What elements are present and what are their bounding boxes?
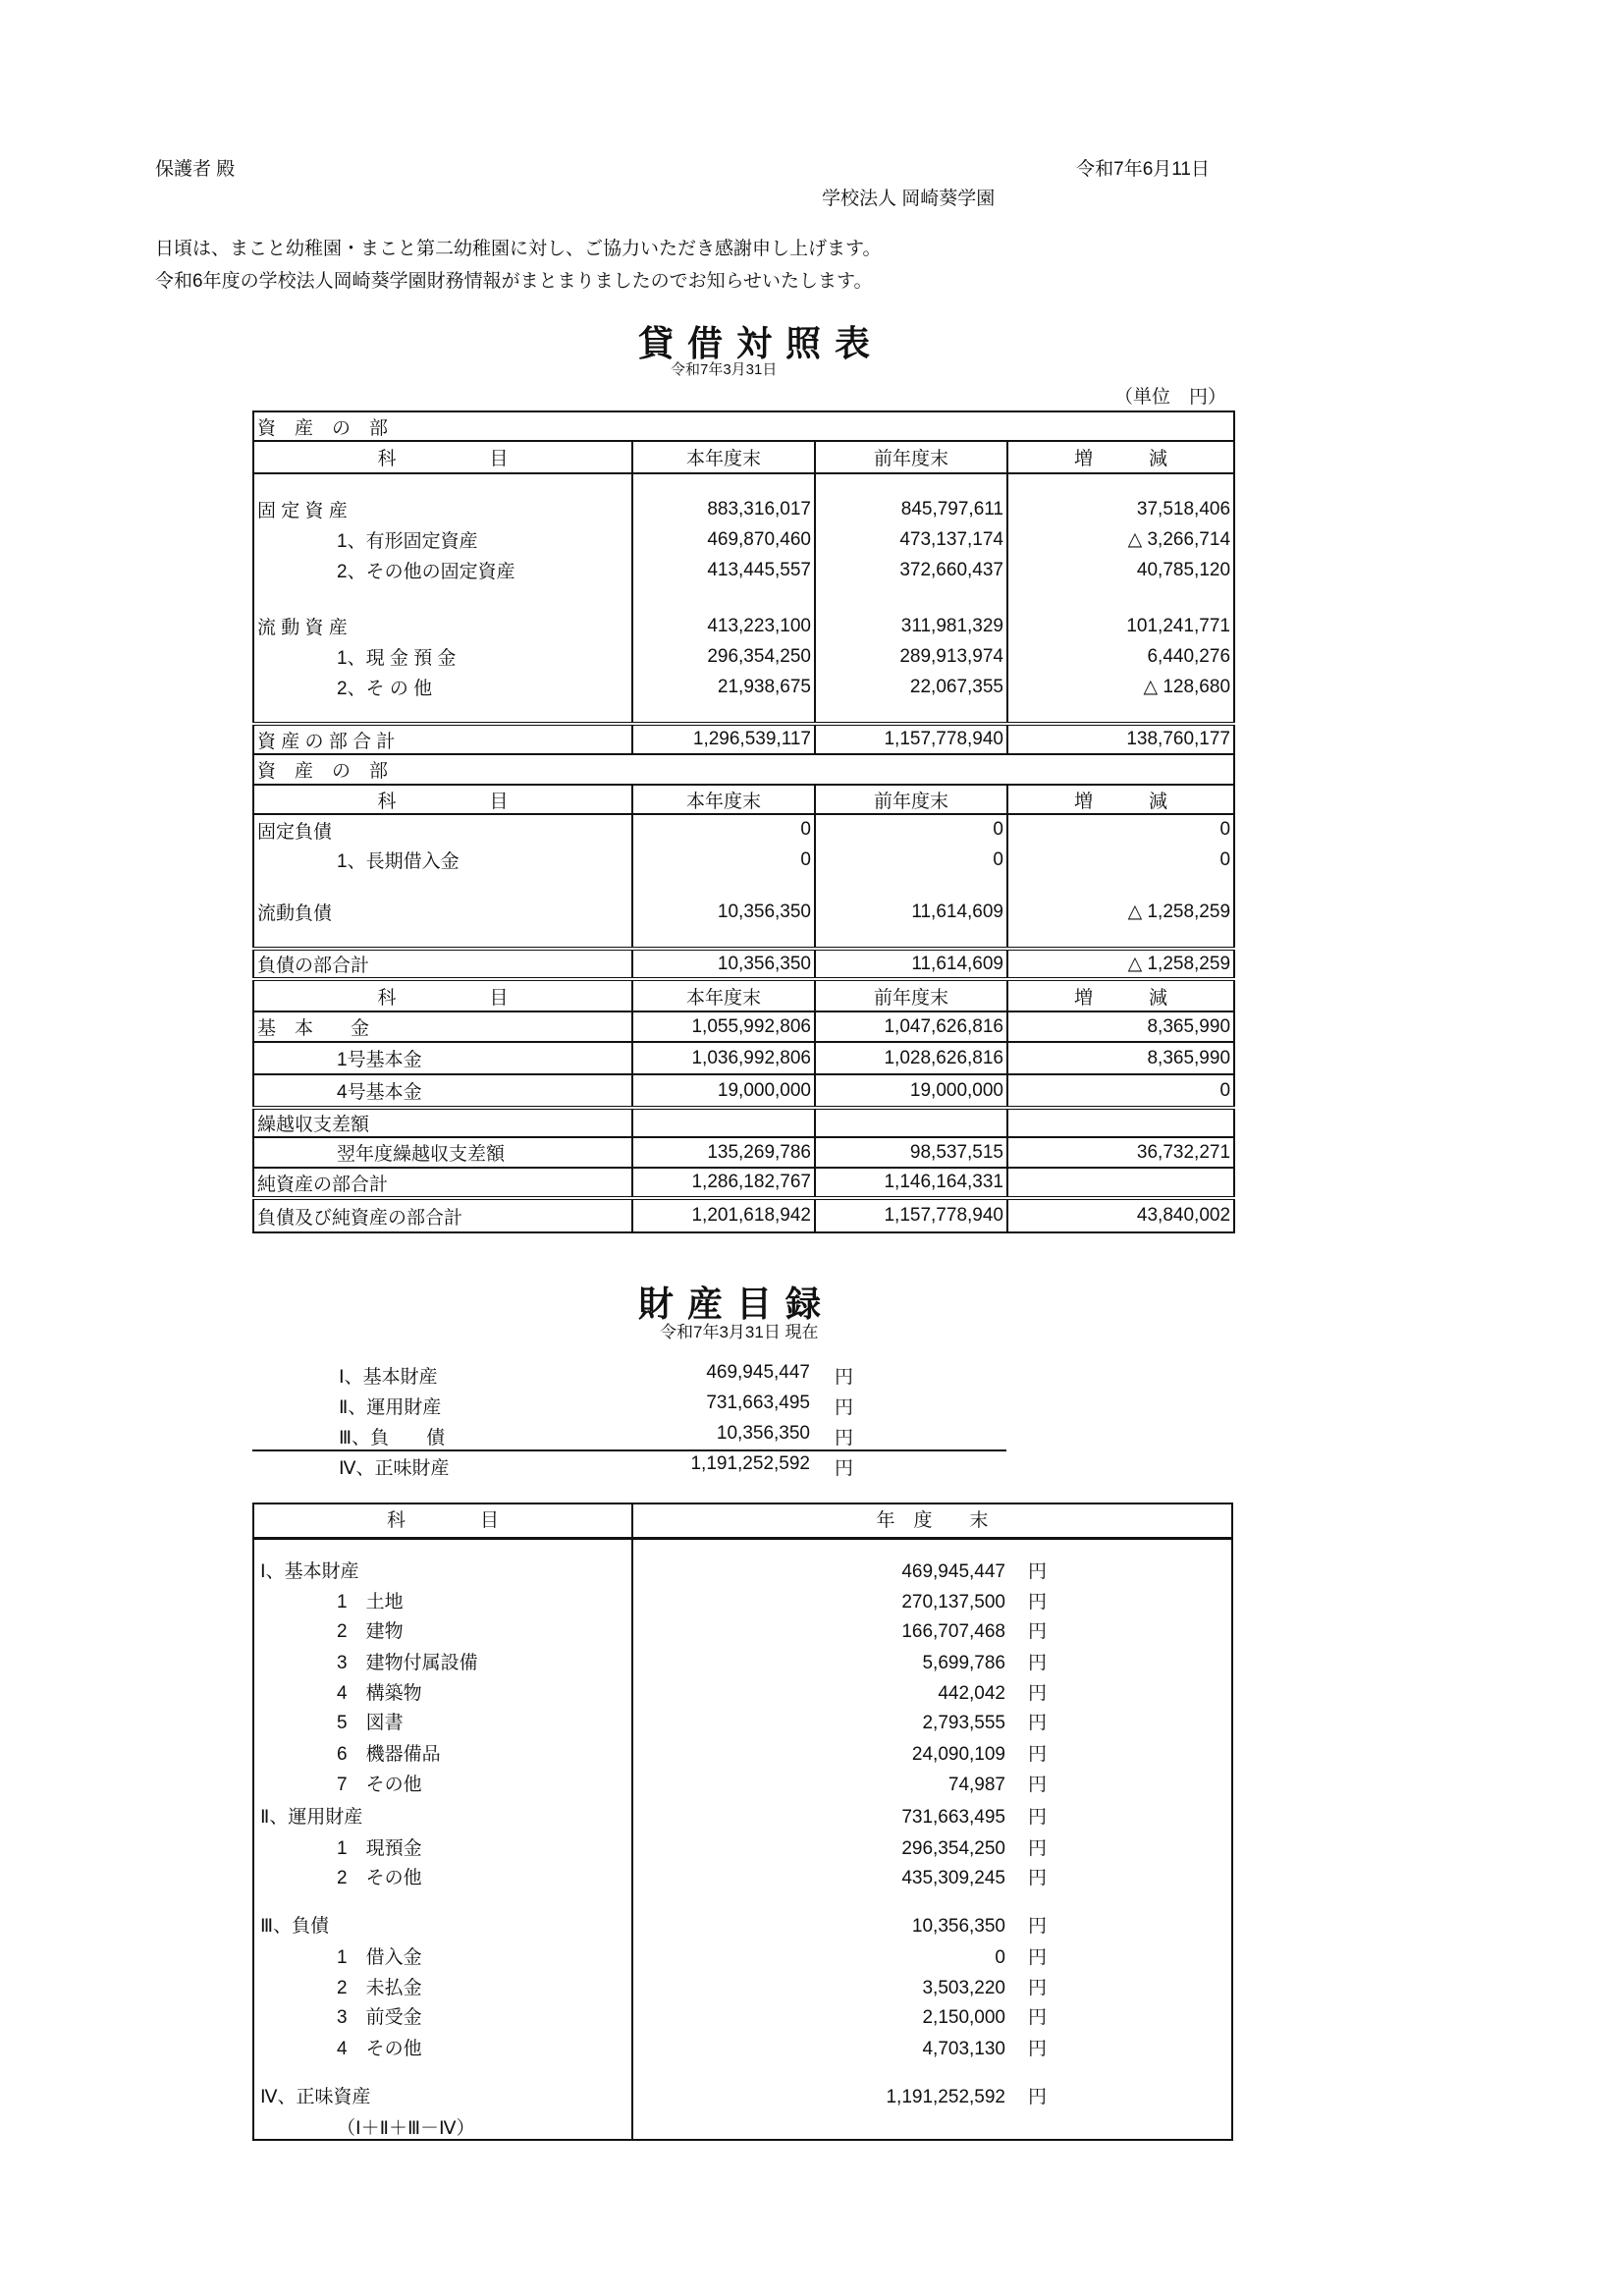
- summary-label: Ⅲ、負 債: [339, 1428, 446, 1449]
- col-previous: 前年度末: [815, 441, 1007, 473]
- change-value: 37,518,406: [1007, 494, 1234, 524]
- row-value: 435,309,245: [901, 1868, 1005, 1888]
- col-item: 科 目: [253, 979, 632, 1011]
- row-value: 469,945,447: [901, 1561, 1005, 1582]
- summary-value: 731,663,495: [706, 1393, 810, 1413]
- summary-label: Ⅰ、基本財産: [339, 1367, 438, 1388]
- row-label: Ⅳ、正味資産: [260, 2087, 371, 2107]
- col-year-end: 年 度 末: [876, 1510, 989, 1531]
- current-value: 0: [632, 845, 815, 875]
- previous-value: 0: [815, 814, 1007, 845]
- row-label: 3 建物付属設備: [337, 1653, 478, 1673]
- summary-divider: [252, 1449, 1006, 1451]
- yen-unit: 円: [835, 1428, 854, 1449]
- current-value: 1,036,992,806: [632, 1042, 815, 1074]
- table-row: [254, 1678, 1231, 1709]
- row-label: 資 産 の 部 合 計: [253, 724, 632, 754]
- table-row: [253, 1074, 1234, 1108]
- row-value: 3,503,220: [922, 1978, 1005, 1998]
- table-row: [254, 1708, 1231, 1738]
- row-label: 4 その他: [337, 2039, 422, 2059]
- table-row: [254, 1833, 1231, 1864]
- section-assets: 資 産 の 部: [253, 411, 1234, 441]
- row-value: 4,703,130: [922, 2039, 1005, 2059]
- table-row: [253, 814, 1234, 845]
- previous-value: 22,067,355: [815, 672, 1007, 702]
- table-row: [253, 524, 1234, 555]
- table-row: [254, 2034, 1231, 2064]
- current-value: 19,000,000: [632, 1074, 815, 1108]
- row-value: 731,663,495: [901, 1807, 1005, 1828]
- col-change: 増 減: [1007, 785, 1234, 814]
- row-label: Ⅰ、基本財産: [260, 1561, 359, 1582]
- change-value: 6,440,276: [1007, 641, 1234, 672]
- table-row: [253, 1137, 1234, 1168]
- table-row: [253, 1108, 1234, 1137]
- change-value: 8,365,990: [1007, 1042, 1234, 1074]
- table-row: [253, 1042, 1234, 1074]
- change-value: 40,785,120: [1007, 555, 1234, 585]
- section-liabilities: 資 産 の 部: [253, 754, 1234, 785]
- col-change: 増 減: [1007, 441, 1234, 473]
- row-label: 2、そ の 他: [253, 672, 632, 702]
- change-value: △ 1,258,259: [1007, 897, 1234, 927]
- table-row: [253, 845, 1234, 875]
- row-label: 2 建物: [337, 1621, 404, 1642]
- current-value: 10,356,350: [632, 897, 815, 927]
- summary-value: 469,945,447: [706, 1362, 810, 1383]
- yen-unit: 円: [835, 1397, 854, 1418]
- row-value: 270,137,500: [901, 1592, 1005, 1613]
- table-row: [254, 2082, 1231, 2112]
- row-label: 純資産の部合計: [253, 1168, 632, 1198]
- previous-value: 845,797,611: [815, 494, 1007, 524]
- grand-total-row: [253, 1198, 1234, 1232]
- row-label: （Ⅰ＋Ⅱ＋Ⅲ－Ⅳ）: [337, 2118, 475, 2139]
- previous-value: 1,146,164,331: [815, 1168, 1007, 1198]
- current-value: 883,316,017: [632, 494, 815, 524]
- change-value: 43,840,002: [1007, 1198, 1234, 1232]
- previous-value: 473,137,174: [815, 524, 1007, 555]
- table-row: [254, 1739, 1231, 1770]
- change-value: 36,732,271: [1007, 1137, 1234, 1168]
- previous-value: 98,537,515: [815, 1137, 1007, 1168]
- change-value: 0: [1007, 1074, 1234, 1108]
- current-value: 135,269,786: [632, 1137, 815, 1168]
- row-label: 3 前受金: [337, 2007, 422, 2028]
- table-row: [254, 1911, 1231, 1941]
- row-value: 24,090,109: [911, 1744, 1005, 1765]
- table-row: [253, 641, 1234, 672]
- row-label: 4号基本金: [253, 1074, 632, 1108]
- row-label: 1、長期借入金: [253, 845, 632, 875]
- previous-value: 372,660,437: [815, 555, 1007, 585]
- table-row: [253, 1011, 1234, 1042]
- change-value: △ 3,266,714: [1007, 524, 1234, 555]
- row-label: 2、その他の固定資産: [253, 555, 632, 585]
- row-label: 負債の部合計: [253, 949, 632, 979]
- summary-label: Ⅱ、運用財産: [339, 1397, 442, 1418]
- yen-unit: 円: [1028, 1683, 1048, 1704]
- property-list-date: 令和7年3月31日 現在: [660, 1323, 819, 1341]
- row-label: 繰越収支差額: [253, 1108, 632, 1137]
- current-value: 1,201,618,942: [632, 1198, 815, 1232]
- message-line-1: 日頃は、まこと幼稚園・まこと第二幼稚園に対し、ご協力いただき感謝申し上げます。: [155, 239, 882, 259]
- summary-value: 10,356,350: [716, 1423, 810, 1444]
- recipient: 保護者 殿: [155, 159, 236, 180]
- yen-unit: 円: [1028, 1868, 1048, 1888]
- row-label: 基 本 金: [253, 1011, 632, 1042]
- table-row: [253, 672, 1234, 702]
- row-value: 1,191,252,592: [886, 2087, 1005, 2107]
- row-label: 1 借入金: [337, 1947, 422, 1968]
- row-label: 6 機器備品: [337, 1744, 441, 1765]
- row-label: 1、有形固定資産: [253, 524, 632, 555]
- col-item: 科 目: [253, 441, 632, 473]
- current-value: 296,354,250: [632, 641, 815, 672]
- current-value: 1,055,992,806: [632, 1011, 815, 1042]
- current-value: 10,356,350: [632, 949, 815, 979]
- yen-unit: 円: [1028, 1653, 1048, 1673]
- row-label: 固定負債: [253, 814, 632, 845]
- yen-unit: 円: [1028, 2087, 1048, 2107]
- property-list-title: 財産目録: [638, 1284, 836, 1324]
- row-label: Ⅱ、運用財産: [260, 1807, 363, 1828]
- yen-unit: 円: [835, 1367, 854, 1388]
- summary-value: 1,191,252,592: [690, 1453, 810, 1474]
- change-value: 0: [1007, 814, 1234, 845]
- previous-value: 0: [815, 845, 1007, 875]
- table-row: [254, 1587, 1231, 1617]
- previous-value: 311,981,329: [815, 611, 1007, 641]
- yen-unit: 円: [1028, 1621, 1048, 1642]
- row-value: 5,699,786: [922, 1653, 1005, 1673]
- row-value: 2,150,000: [922, 2007, 1005, 2028]
- row-value: 2,793,555: [922, 1713, 1005, 1733]
- table-row: [254, 1616, 1231, 1647]
- row-value: 166,707,468: [901, 1621, 1005, 1642]
- yen-unit: 円: [1028, 1978, 1048, 1998]
- col-current: 本年度末: [632, 441, 815, 473]
- col-current: 本年度末: [632, 785, 815, 814]
- table-row: [254, 1973, 1231, 2003]
- row-value: 10,356,350: [911, 1916, 1005, 1937]
- col-item: 科 目: [386, 1510, 499, 1531]
- table-row: [253, 555, 1234, 585]
- col-item: 科 目: [253, 785, 632, 814]
- current-value: 21,938,675: [632, 672, 815, 702]
- current-value: 0: [632, 814, 815, 845]
- table-row: [253, 494, 1234, 524]
- yen-unit: 円: [1028, 1713, 1048, 1733]
- table-row: [254, 1802, 1231, 1832]
- row-label: 4 構築物: [337, 1683, 422, 1704]
- row-label: 1号基本金: [253, 1042, 632, 1074]
- issuer: 学校法人 岡崎葵学園: [822, 189, 996, 209]
- yen-unit: 円: [1028, 1838, 1048, 1859]
- row-value: 442,042: [938, 1683, 1005, 1704]
- balance-sheet-date: 令和7年3月31日: [671, 361, 778, 378]
- table-row: [254, 2113, 1231, 2144]
- col-previous: 前年度末: [815, 979, 1007, 1011]
- table-row: [253, 611, 1234, 641]
- table-row: [253, 897, 1234, 927]
- row-label: 流 動 資 産: [253, 611, 632, 641]
- col-previous: 前年度末: [815, 785, 1007, 814]
- previous-value: 11,614,609: [815, 897, 1007, 927]
- yen-unit: 円: [1028, 1744, 1048, 1765]
- yen-unit: 円: [1028, 1807, 1048, 1828]
- row-label: 1 現預金: [337, 1838, 422, 1859]
- yen-unit: 円: [1028, 2039, 1048, 2059]
- row-label: 2 その他: [337, 1868, 422, 1888]
- previous-value: 289,913,974: [815, 641, 1007, 672]
- previous-value: 1,047,626,816: [815, 1011, 1007, 1042]
- yen-unit: 円: [835, 1458, 854, 1479]
- table-row: [254, 1942, 1231, 1973]
- change-value: 0: [1007, 845, 1234, 875]
- previous-value: 19,000,000: [815, 1074, 1007, 1108]
- col-change: 増 減: [1007, 979, 1234, 1011]
- table-header: [254, 1504, 1231, 1540]
- yen-unit: 円: [1028, 2007, 1048, 2028]
- summary-label: Ⅳ、正味財産: [339, 1458, 450, 1479]
- change-value: △ 128,680: [1007, 672, 1234, 702]
- yen-unit: 円: [1028, 1775, 1048, 1795]
- row-label: 2 未払金: [337, 1978, 422, 1998]
- row-label: 負債及び純資産の部合計: [253, 1198, 632, 1232]
- current-value: 1,296,539,117: [632, 724, 815, 754]
- previous-value: 1,157,778,940: [815, 1198, 1007, 1232]
- row-label: Ⅲ、負債: [260, 1916, 330, 1937]
- change-value: 101,241,771: [1007, 611, 1234, 641]
- yen-unit: 円: [1028, 1916, 1048, 1937]
- current-value: 469,870,460: [632, 524, 815, 555]
- previous-value: 1,157,778,940: [815, 724, 1007, 754]
- current-value: 413,223,100: [632, 611, 815, 641]
- row-label: 流動負債: [253, 897, 632, 927]
- yen-unit: 円: [1028, 1947, 1048, 1968]
- property-list-table: [252, 1503, 1233, 2141]
- balance-sheet-title: 貸借対照表: [638, 323, 885, 363]
- message-line-2: 令和6年度の学校法人岡崎葵学園財務情報がまとまりましたのでお知らせいたします。: [155, 271, 873, 292]
- table-row: [254, 1648, 1231, 1678]
- table-row: [254, 1863, 1231, 1893]
- liabilities-total-row: [253, 949, 1234, 979]
- row-label: 翌年度繰越収支差額: [253, 1137, 632, 1168]
- change-value: △ 1,258,259: [1007, 949, 1234, 979]
- row-value: 74,987: [947, 1775, 1005, 1795]
- table-row: [254, 1557, 1231, 1587]
- table-row: [253, 1168, 1234, 1198]
- assets-total-row: [253, 724, 1234, 754]
- col-current: 本年度末: [632, 979, 815, 1011]
- row-value: 0: [995, 1947, 1005, 1968]
- row-label: 7 その他: [337, 1775, 422, 1795]
- table-row: [254, 1770, 1231, 1800]
- previous-value: 11,614,609: [815, 949, 1007, 979]
- current-value: 413,445,557: [632, 555, 815, 585]
- table-row: [254, 2002, 1231, 2033]
- row-label: 1、現 金 預 金: [253, 641, 632, 672]
- yen-unit: 円: [1028, 1592, 1048, 1613]
- unit-label: （単位 円）: [1113, 387, 1226, 408]
- current-value: 1,286,182,767: [632, 1168, 815, 1198]
- change-value: 8,365,990: [1007, 1011, 1234, 1042]
- row-label: 5 図書: [337, 1713, 404, 1733]
- yen-unit: 円: [1028, 1561, 1048, 1582]
- row-value: 296,354,250: [901, 1838, 1005, 1859]
- previous-value: 1,028,626,816: [815, 1042, 1007, 1074]
- issue-date: 令和7年6月11日: [1076, 159, 1210, 180]
- row-label: 1 土地: [337, 1592, 404, 1613]
- balance-sheet-table: [252, 410, 1235, 1233]
- row-label: 固 定 資 産: [253, 494, 632, 524]
- change-value: 138,760,177: [1007, 724, 1234, 754]
